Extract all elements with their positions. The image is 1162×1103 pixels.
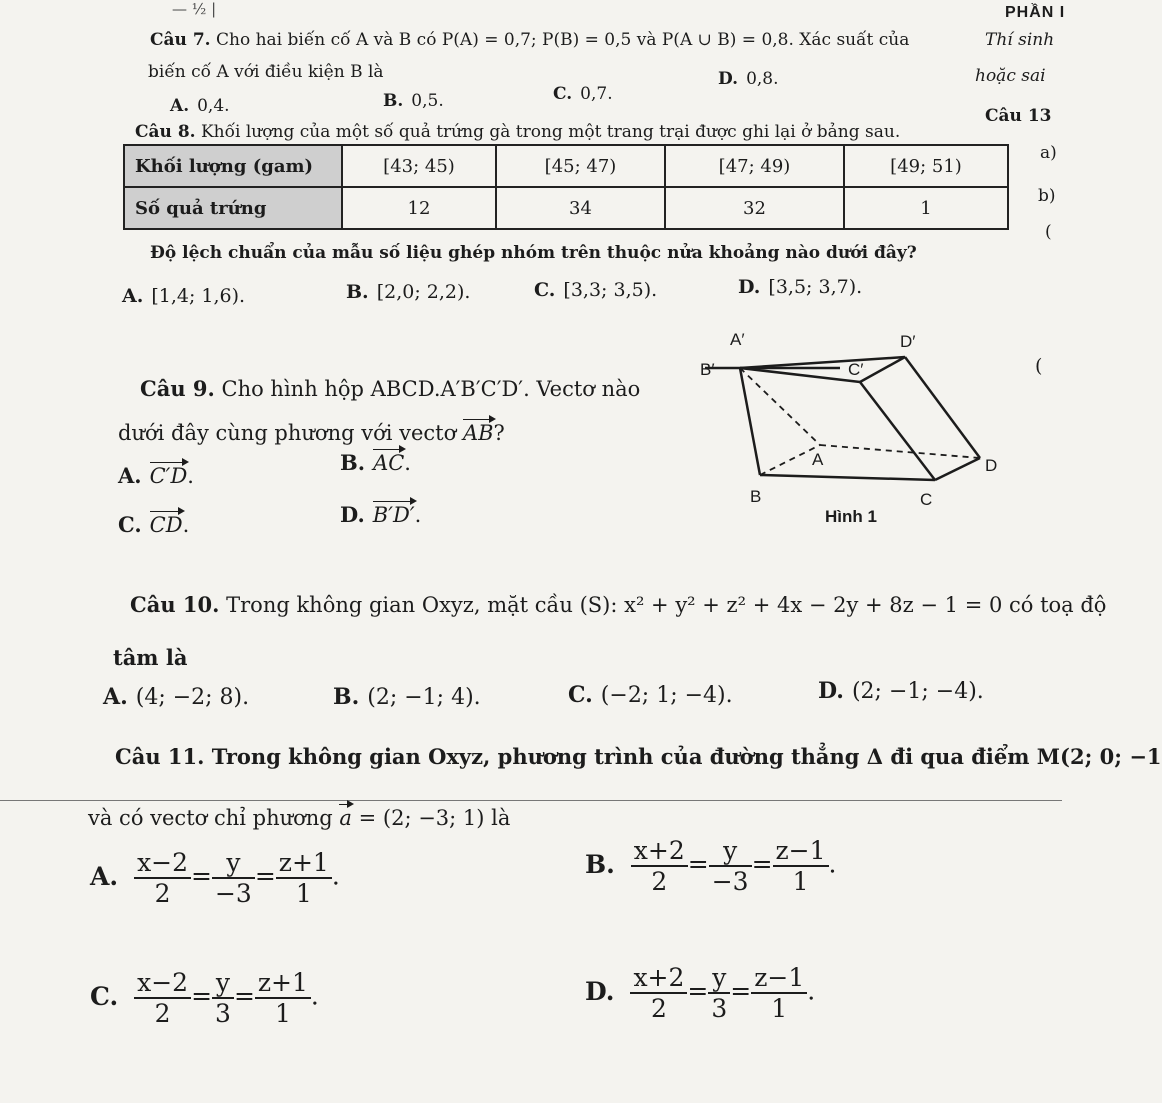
table-row	[124, 187, 1008, 229]
q10-option-d[interactable]: D. (2; −1; −4).	[818, 678, 984, 704]
margin-text: hoặc sai	[975, 66, 1046, 86]
q7-text-line2: biến cố A với điều kiện B là	[148, 62, 384, 82]
divider	[0, 800, 1062, 801]
table-cell: [45; 47)	[496, 145, 665, 187]
table-cell: 34	[496, 187, 665, 229]
margin-text: b)	[1038, 186, 1056, 206]
q9-option-c[interactable]: C. CD.	[118, 512, 190, 537]
edge-cc1	[860, 382, 935, 480]
margin-text: a)	[1040, 143, 1057, 163]
q7-text-line1: Câu 7. Cho hai biến cố A và B có P(A) = 0,7; P(B) = 0,5 và P(A ∪ B) = 0,8. Xác suất của	[150, 30, 910, 50]
q9-text-line2: dưới đây cùng phương với vectơ AB?	[118, 421, 505, 445]
q9-option-b[interactable]: B. AC.	[340, 450, 411, 475]
table-cell: 32	[665, 187, 844, 229]
table-cell: [47; 49)	[665, 145, 844, 187]
margin-text: (	[1045, 222, 1052, 242]
q9-option-d[interactable]: D. B′D′.	[340, 502, 422, 527]
table-cell: 12	[342, 187, 496, 229]
q8-question: Độ lệch chuẩn của mẫu số liệu ghép nhóm trên thuộc nửa khoảng nào dưới đây?	[150, 243, 917, 263]
edge-dd1	[905, 357, 980, 458]
q8-option-b[interactable]: B. [2,0; 2,2).	[346, 281, 471, 303]
q8-option-c[interactable]: C. [3,3; 3,5).	[534, 279, 658, 301]
vector-a: a	[339, 806, 352, 830]
edge-b1c1	[740, 368, 860, 382]
q8-option-a[interactable]: A. [1,4; 1,6).	[122, 285, 246, 307]
q10-option-c[interactable]: C. (−2; 1; −4).	[568, 682, 733, 708]
q7-option-a[interactable]: A. 0,4.	[170, 96, 230, 116]
vertex-d1: D′	[900, 332, 916, 351]
q11-option-a[interactable]: A. $\frac{x-2}{2}$ = $\frac{y}{-3}$ = $\frac{z+1}{1}$ .	[90, 848, 340, 908]
table-cell: [49; 51)	[844, 145, 1008, 187]
q10-text-line2: tâm là	[113, 645, 188, 670]
section-header-fragment: PHẦN I	[1005, 4, 1066, 21]
margin-text: (	[1035, 355, 1043, 377]
q9-option-a[interactable]: A. C′D.	[118, 463, 194, 488]
q10-option-a[interactable]: A. (4; −2; 8).	[103, 684, 250, 710]
q8-frequency-table	[123, 144, 1009, 230]
edge-ab-hidden	[760, 445, 820, 475]
q7-option-d[interactable]: D. 0,8.	[718, 69, 779, 89]
vertex-a: A	[812, 450, 824, 469]
vertex-b: B	[750, 487, 762, 506]
figure-caption: Hình 1	[825, 507, 877, 526]
top-cut-fragment: — ½ |	[172, 0, 217, 18]
vertex-b1: B′	[700, 360, 715, 379]
edge-a1d1	[740, 357, 905, 368]
vector-ab: AB	[462, 421, 494, 445]
table-cell: 1	[844, 187, 1008, 229]
edge-ad-hidden	[820, 445, 980, 458]
q11-option-d[interactable]: D. $\frac{x+2}{2}$ = $\frac{y}{3}$ = $\frac{z-1}{1}$ .	[585, 963, 816, 1023]
margin-text: Thí sinh	[985, 30, 1055, 50]
q10-option-b[interactable]: B. (2; −1; 4).	[333, 684, 481, 710]
q8-text: Câu 8. Khối lượng của một số quả trứng gà trong một trang trại được ghi lại ở bảng sau.	[135, 122, 901, 142]
q11-text-line2: và có vectơ chỉ phương a = (2; −3; 1) là	[88, 806, 511, 830]
margin-text: Câu 13	[985, 106, 1052, 126]
q11-option-c[interactable]: C. $\frac{x-2}{2}$ = $\frac{y}{3}$ = $\frac{z+1}{1}$ .	[90, 968, 319, 1028]
table-row-header: Số quả trứng	[124, 187, 342, 229]
vertex-c1: C′	[848, 360, 864, 379]
q11-text-line1: Câu 11. Trong không gian Oxyz, phương trình của đường thẳng Δ đi qua điểm M(2; 0; −1	[115, 744, 1162, 769]
q11-option-b[interactable]: B. $\frac{x+2}{2}$ = $\frac{y}{-3}$ = $\frac{z-1}{1}$ .	[585, 836, 837, 896]
vertex-c: C	[920, 490, 933, 509]
vertex-d: D	[985, 456, 998, 475]
edge-cd	[935, 458, 980, 480]
q9-text-line1: Câu 9. Cho hình hộp ABCD.A′B′C′D′. Vectơ nào	[140, 376, 641, 401]
q7-option-b[interactable]: B. 0,5.	[383, 91, 444, 111]
parallelepiped-figure	[680, 325, 1020, 550]
q8-option-d[interactable]: D. [3,5; 3,7).	[738, 276, 863, 298]
table-row-header: Khối lượng (gam)	[124, 145, 342, 187]
q10-text-line1: Câu 10. Trong không gian Oxyz, mặt cầu (S): x² + y² + z² + 4x − 2y + 8z − 1 = 0 có toạ độ	[130, 592, 1107, 617]
table-cell: [43; 45)	[342, 145, 496, 187]
vertex-a1: A′	[730, 330, 745, 349]
edge-bc	[760, 475, 935, 480]
table-row	[124, 145, 1008, 187]
q7-option-c[interactable]: C. 0,7.	[553, 84, 613, 104]
